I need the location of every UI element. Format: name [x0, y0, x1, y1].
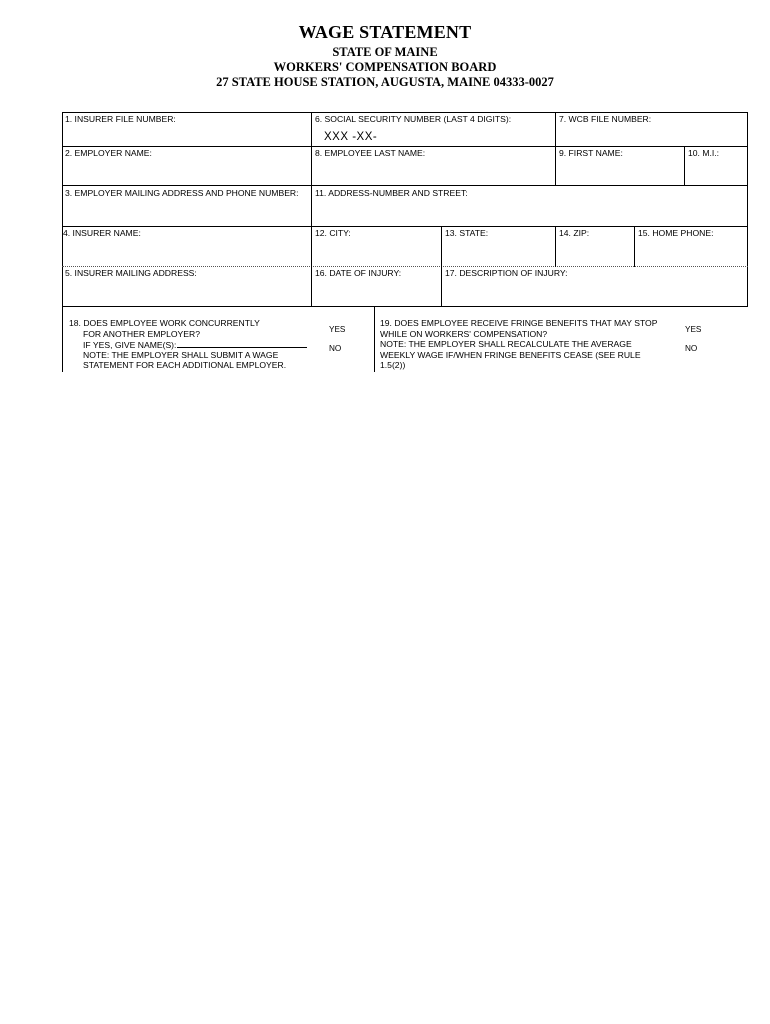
- field-2-label: 2. EMPLOYER NAME:: [65, 148, 152, 158]
- row-line-5: [62, 306, 748, 307]
- field-17-label: 17. DESCRIPTION OF INJURY:: [445, 268, 568, 278]
- row-line-4: [62, 266, 748, 267]
- q18-line-1: 18. DOES EMPLOYEE WORK CONCURRENTLY: [69, 318, 260, 328]
- col-line-c: [684, 146, 685, 186]
- form-title: WAGE STATEMENT: [298, 22, 472, 42]
- q18-names-label: IF YES, GIVE NAME(S):: [83, 340, 177, 350]
- col-line-b2: [555, 146, 556, 186]
- q18-no-option[interactable]: NO: [329, 344, 342, 353]
- border-left: [62, 112, 63, 372]
- col-line-b1: [555, 112, 556, 147]
- agency-name: WORKERS' COMPENSATION BOARD: [273, 60, 497, 74]
- border-right: [747, 112, 748, 306]
- field-12-label: 12. CITY:: [315, 228, 351, 238]
- field-3-label: 3. EMPLOYER MAILING ADDRESS AND PHONE NUMBER:: [65, 188, 299, 198]
- col-line-d: [441, 226, 442, 306]
- field-11-label: 11. ADDRESS-NUMBER AND STREET:: [315, 188, 468, 198]
- field-9-label: 9. FIRST NAME:: [559, 148, 623, 158]
- q19-line-2: WHILE ON WORKERS' COMPENSATION?: [380, 328, 548, 339]
- col-line-f: [634, 226, 635, 267]
- field-15-label: 15. HOME PHONE:: [638, 228, 714, 238]
- q19-line-5: 1.5(2)): [380, 360, 406, 370]
- ssn-value[interactable]: XXX -XX-: [324, 131, 378, 143]
- row-line-2: [62, 185, 748, 186]
- q18-line-2: FOR ANOTHER EMPLOYER?: [83, 328, 200, 339]
- q18-yes-option[interactable]: YES: [329, 325, 346, 334]
- row-line-1: [62, 146, 748, 147]
- field-4-label: 4. INSURER NAME:: [63, 228, 141, 238]
- field-7-label: 7. WCB FILE NUMBER:: [559, 114, 652, 124]
- q19-yes-option[interactable]: YES: [685, 325, 702, 334]
- field-16-label: 16. DATE OF INJURY:: [315, 268, 402, 278]
- wage-statement-form: [62, 112, 748, 372]
- field-8-label: 8. EMPLOYEE LAST NAME:: [315, 148, 426, 158]
- border-top: [62, 112, 748, 113]
- q18-line-4: NOTE: THE EMPLOYER SHALL SUBMIT A WAGE: [83, 349, 279, 360]
- q19-line-3: NOTE: THE EMPLOYER SHALL RECALCULATE THE AVERAGE: [380, 339, 632, 349]
- field-1-label: 1. INSURER FILE NUMBER:: [65, 114, 176, 124]
- col-line-a: [311, 112, 312, 306]
- field-10-label: 10. M.I.:: [688, 148, 720, 158]
- agency-state: STATE OF MAINE: [332, 45, 438, 59]
- agency-address: 27 STATE HOUSE STATION, AUGUSTA, MAINE 04333-0027: [216, 75, 554, 89]
- field-6-label: 6. SOCIAL SECURITY NUMBER (LAST 4 DIGITS):: [315, 114, 512, 124]
- col-line-g: [374, 306, 375, 372]
- q19-no-option[interactable]: NO: [685, 344, 698, 353]
- q18-line-5: STATEMENT FOR EACH ADDITIONAL EMPLOYER.: [83, 360, 287, 370]
- q19-line-1: 19. DOES EMPLOYEE RECEIVE FRINGE BENEFITS THAT MAY STOP: [380, 318, 658, 328]
- field-13-label: 13. STATE:: [445, 228, 489, 238]
- field-14-label: 14. ZIP:: [559, 228, 590, 238]
- q19-line-4: WEEKLY WAGE IF/WHEN FRINGE BENEFITS CEASE (SEE RULE: [380, 349, 641, 360]
- q18-names-blank[interactable]: [177, 339, 307, 348]
- field-5-label: 5. INSURER MAILING ADDRESS:: [65, 268, 197, 278]
- row-line-3: [62, 226, 748, 227]
- col-line-e: [555, 226, 556, 267]
